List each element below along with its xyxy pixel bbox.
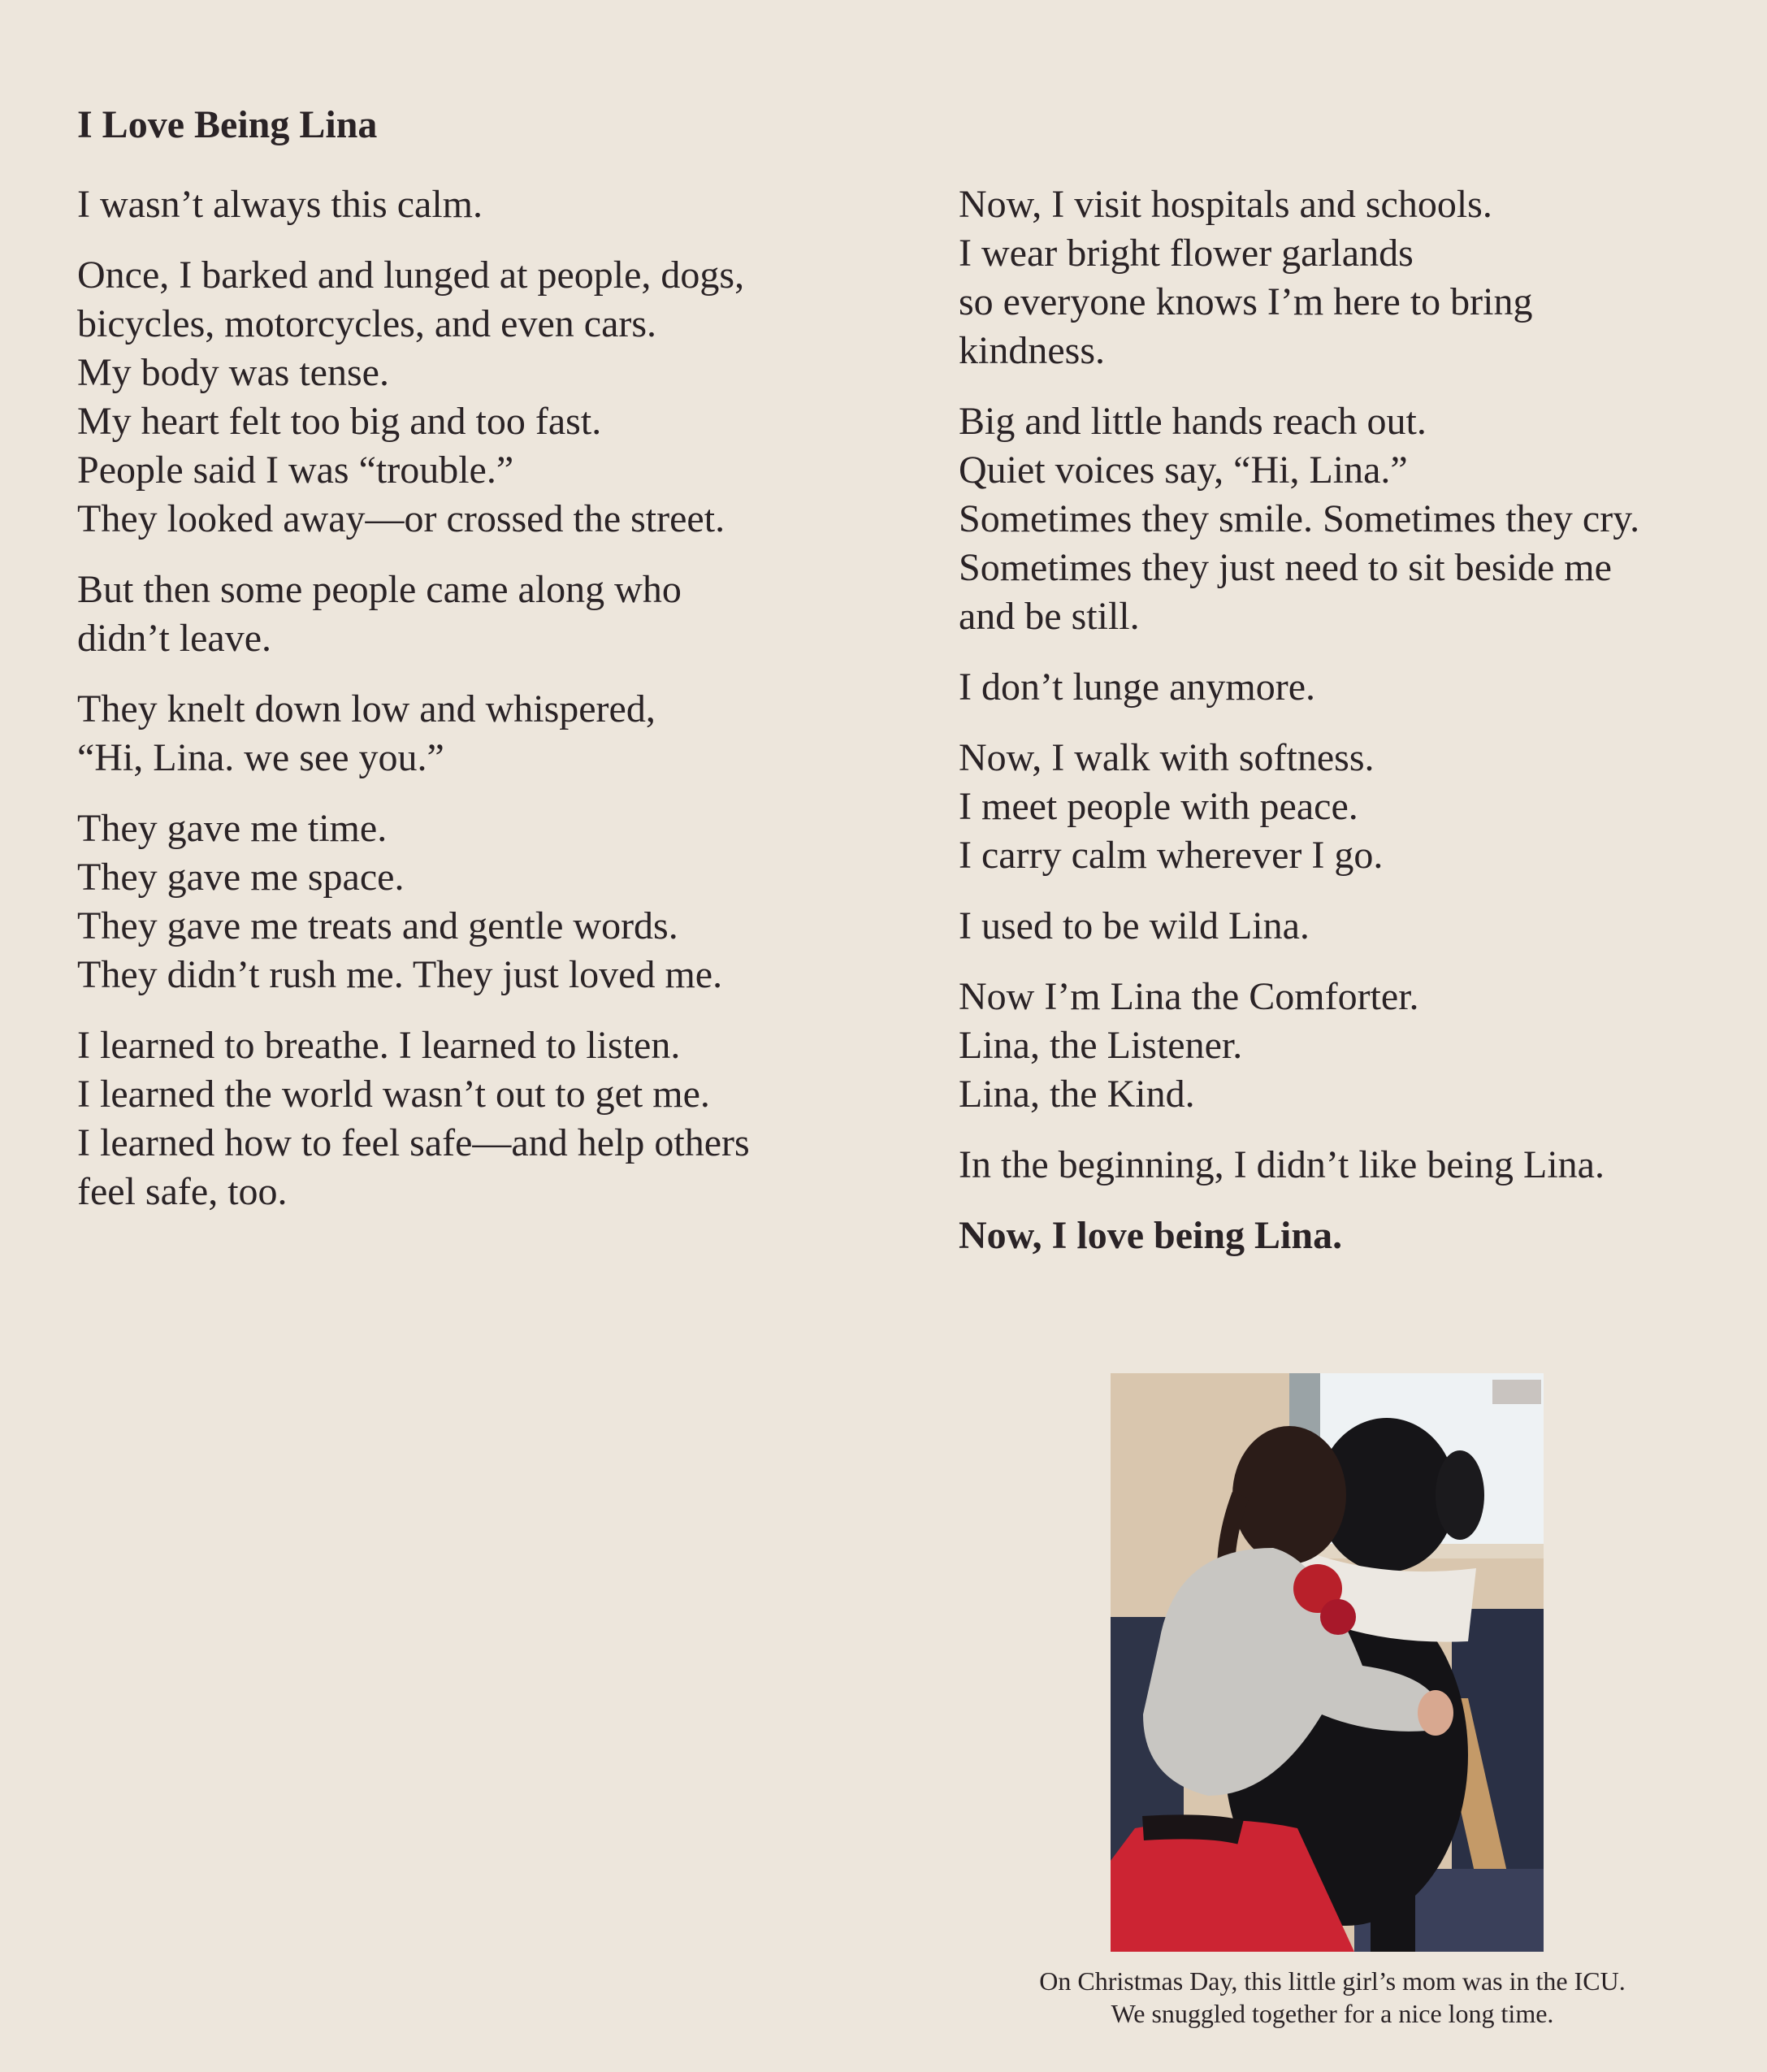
caption-line: On Christmas Day, this little girl’s mom was in the ICU. xyxy=(1039,1966,1626,1996)
poem-line: They didn’t rush me. They just loved me. xyxy=(77,953,723,996)
poem-line: I learned the world wasn’t out to get me. xyxy=(77,1073,710,1116)
poem-stanza xyxy=(77,804,890,999)
poem-stanza xyxy=(77,685,890,782)
poem-line: People said I was “trouble.” xyxy=(77,449,514,492)
poem-line: didn’t leave. xyxy=(77,617,272,660)
poem-line: Now, I walk with softness. xyxy=(959,736,1375,779)
poem-line: Now, I visit hospitals and schools. xyxy=(959,183,1492,226)
poem-line: I wear bright flower garlands xyxy=(959,232,1414,275)
poem-stanza xyxy=(959,1212,1739,1260)
poem-stanza xyxy=(959,180,1739,375)
poem-line: Now, I love being Lina. xyxy=(959,1214,1343,1257)
poem-line: In the beginning, I didn’t like being Lina. xyxy=(959,1143,1605,1186)
photo-caption xyxy=(959,1965,1706,2030)
poem-stanza xyxy=(77,180,890,229)
poem-stanza xyxy=(959,734,1739,880)
poem-line: I learned how to feel safe—and help others xyxy=(77,1121,750,1164)
poem-right-column xyxy=(959,180,1739,1282)
poem-line: They looked away—or crossed the street. xyxy=(77,497,725,540)
poem-line: My heart felt too big and too fast. xyxy=(77,400,602,443)
poem-line: “Hi, Lina. we see you.” xyxy=(77,736,444,779)
poem-left-column xyxy=(77,180,890,1238)
poem-line: Once, I barked and lunged at people, dogs, xyxy=(77,254,745,297)
poem-line: kindness. xyxy=(959,329,1105,372)
poem-stanza xyxy=(77,251,890,544)
poem-line: Quiet voices say, “Hi, Lina.” xyxy=(959,449,1408,492)
poem-line: They gave me space. xyxy=(77,856,405,899)
poem-stanza xyxy=(959,902,1739,951)
poem-stanza xyxy=(77,566,890,663)
poem-line: Lina, the Listener. xyxy=(959,1024,1243,1067)
poem-line: Lina, the Kind. xyxy=(959,1073,1195,1116)
poem-line: and be still. xyxy=(959,595,1140,638)
page-title: I Love Being Lina xyxy=(77,103,378,146)
poem-stanza xyxy=(77,1021,890,1216)
poem-line: They gave me treats and gentle words. xyxy=(77,904,678,947)
poem-stanza xyxy=(959,397,1739,641)
poem-line: feel safe, too. xyxy=(77,1170,288,1213)
poem-line: I meet people with peace. xyxy=(959,785,1358,828)
poem-line: I wasn’t always this calm. xyxy=(77,183,483,226)
girl-hugging-dog-photo xyxy=(1111,1373,1544,1952)
poem-line: so everyone knows I’m here to bring xyxy=(959,280,1533,323)
caption-line: We snuggled together for a nice long time. xyxy=(1111,1999,1554,2028)
poem-line: They gave me time. xyxy=(77,807,388,850)
poem-stanza xyxy=(959,663,1739,712)
poem-line: Now I’m Lina the Comforter. xyxy=(959,975,1419,1018)
poem-line: Sometimes they smile. Sometimes they cry. xyxy=(959,497,1640,540)
poem-line: I don’t lunge anymore. xyxy=(959,665,1316,709)
poem-stanza xyxy=(959,973,1739,1119)
poem-line: But then some people came along who xyxy=(77,568,682,611)
poem-stanza xyxy=(959,1141,1739,1190)
poem-line: They knelt down low and whispered, xyxy=(77,687,656,730)
poem-line: bicycles, motorcycles, and even cars. xyxy=(77,302,657,345)
poem-line: I used to be wild Lina. xyxy=(959,904,1310,947)
poem-line: Sometimes they just need to sit beside me xyxy=(959,546,1612,589)
poem-line: My body was tense. xyxy=(77,351,389,394)
poem-line: Big and little hands reach out. xyxy=(959,400,1427,443)
poem-line: I carry calm wherever I go. xyxy=(959,834,1384,877)
poem-line: I learned to breathe. I learned to listen. xyxy=(77,1024,681,1067)
